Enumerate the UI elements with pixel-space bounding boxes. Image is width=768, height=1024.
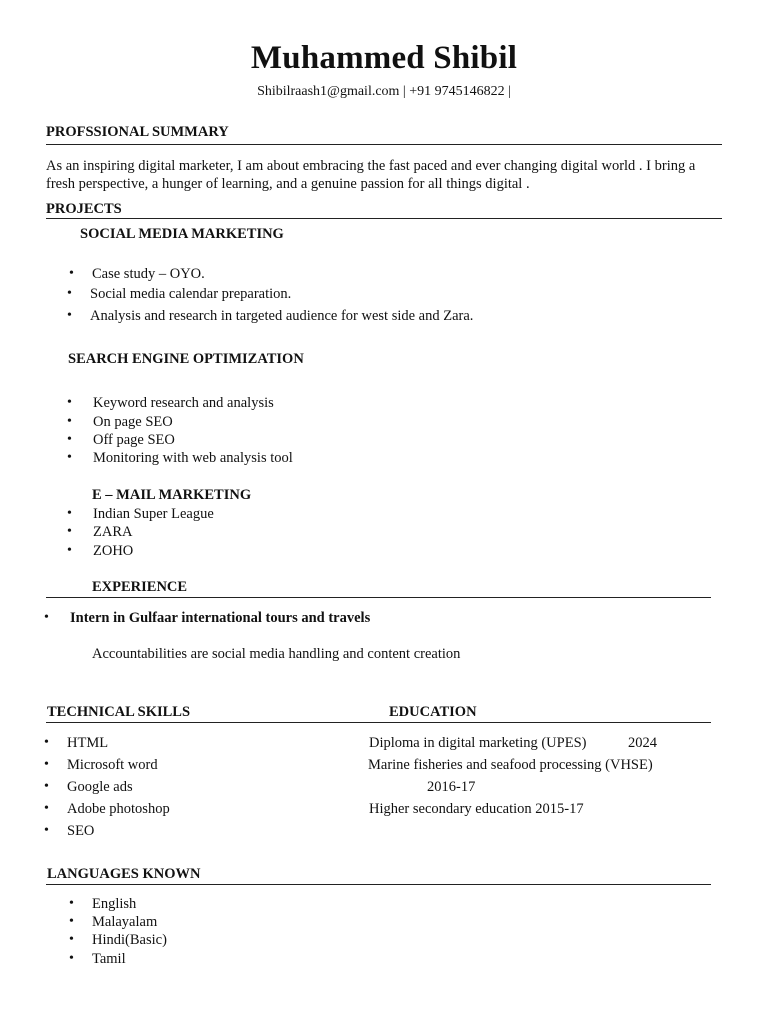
list-item: Social media calendar preparation. [90,286,292,302]
language-item: Hindi(Basic) [92,932,167,948]
language-item: Malayalam [92,914,158,930]
projects-divider [46,218,722,219]
language-item: Tamil [92,951,126,967]
skill-item: Microsoft word [67,757,158,773]
candidate-name: Muhammed Shibil [250,40,518,76]
skill-item: HTML [67,735,109,751]
bullet: • [67,395,72,410]
summary-text: As an inspiring digital marketer, I am about embracing the fast paced and ever changing digital world . I bring a fresh perspective, a hunger of learning, and a genuine passion for all things digital . [46,158,696,192]
list-item: Monitoring with web analysis tool [93,450,293,466]
list-item: Case study – OYO. [92,266,205,282]
experience-heading: EXPERIENCE [92,579,188,595]
skills-education-divider [46,722,711,723]
experience-divider [46,597,711,598]
education-item: Higher secondary education 2015-17 [369,801,584,817]
experience-description: Accountabilities are social media handling and content creation [92,646,461,662]
skills-heading: TECHNICAL SKILLS [47,704,191,720]
list-item: ZOHO [93,543,134,559]
skill-item: Adobe photoshop [67,801,170,817]
skill-item: SEO [67,823,95,839]
list-item: Indian Super League [93,506,214,522]
list-item: On page SEO [93,414,173,430]
list-item: ZARA [93,524,133,540]
bullet: • [44,610,49,625]
bullet: • [67,524,72,539]
email-title: E – MAIL MARKETING [92,487,252,503]
experience-role: Intern in Gulfaar international tours and travels [70,610,371,626]
bullet: • [67,432,72,447]
summary-heading: PROFSSIONAL SUMMARY [46,124,229,140]
projects-heading: PROJECTS [46,201,122,217]
bullet: • [69,932,74,947]
seo-title: SEARCH ENGINE OPTIMIZATION [68,351,304,367]
contact-line: Shibilraash1@gmail.com | +91 9745146822 | [257,84,511,99]
bullet: • [44,757,49,772]
list-item: Keyword research and analysis [93,395,274,411]
education-year: 2024 [628,735,657,751]
languages-heading: LANGUAGES KNOWN [47,866,201,882]
bullet: • [67,308,72,323]
bullet: • [67,506,72,521]
education-item: Diploma in digital marketing (UPES) [369,735,587,751]
bullet: • [69,266,74,281]
bullet: • [44,735,49,750]
bullet: • [69,951,74,966]
languages-divider [46,884,711,885]
bullet: • [69,896,74,911]
education-heading: EDUCATION [389,704,477,720]
bullet: • [44,823,49,838]
bullet: • [69,914,74,929]
education-year: 2016-17 [427,779,476,795]
bullet: • [44,801,49,816]
language-item: English [92,896,137,912]
skill-item: Google ads [67,779,133,795]
bullet: • [44,779,49,794]
bullet: • [67,450,72,465]
bullet: • [67,414,72,429]
bullet: • [67,543,72,558]
list-item: Analysis and research in targeted audience for west side and Zara. [90,308,474,324]
education-item: Marine fisheries and seafood processing (VHSE) [368,757,653,773]
list-item: Off page SEO [93,432,175,448]
bullet: • [67,286,72,301]
summary-divider [46,144,722,145]
smm-title: SOCIAL MEDIA MARKETING [80,226,284,242]
